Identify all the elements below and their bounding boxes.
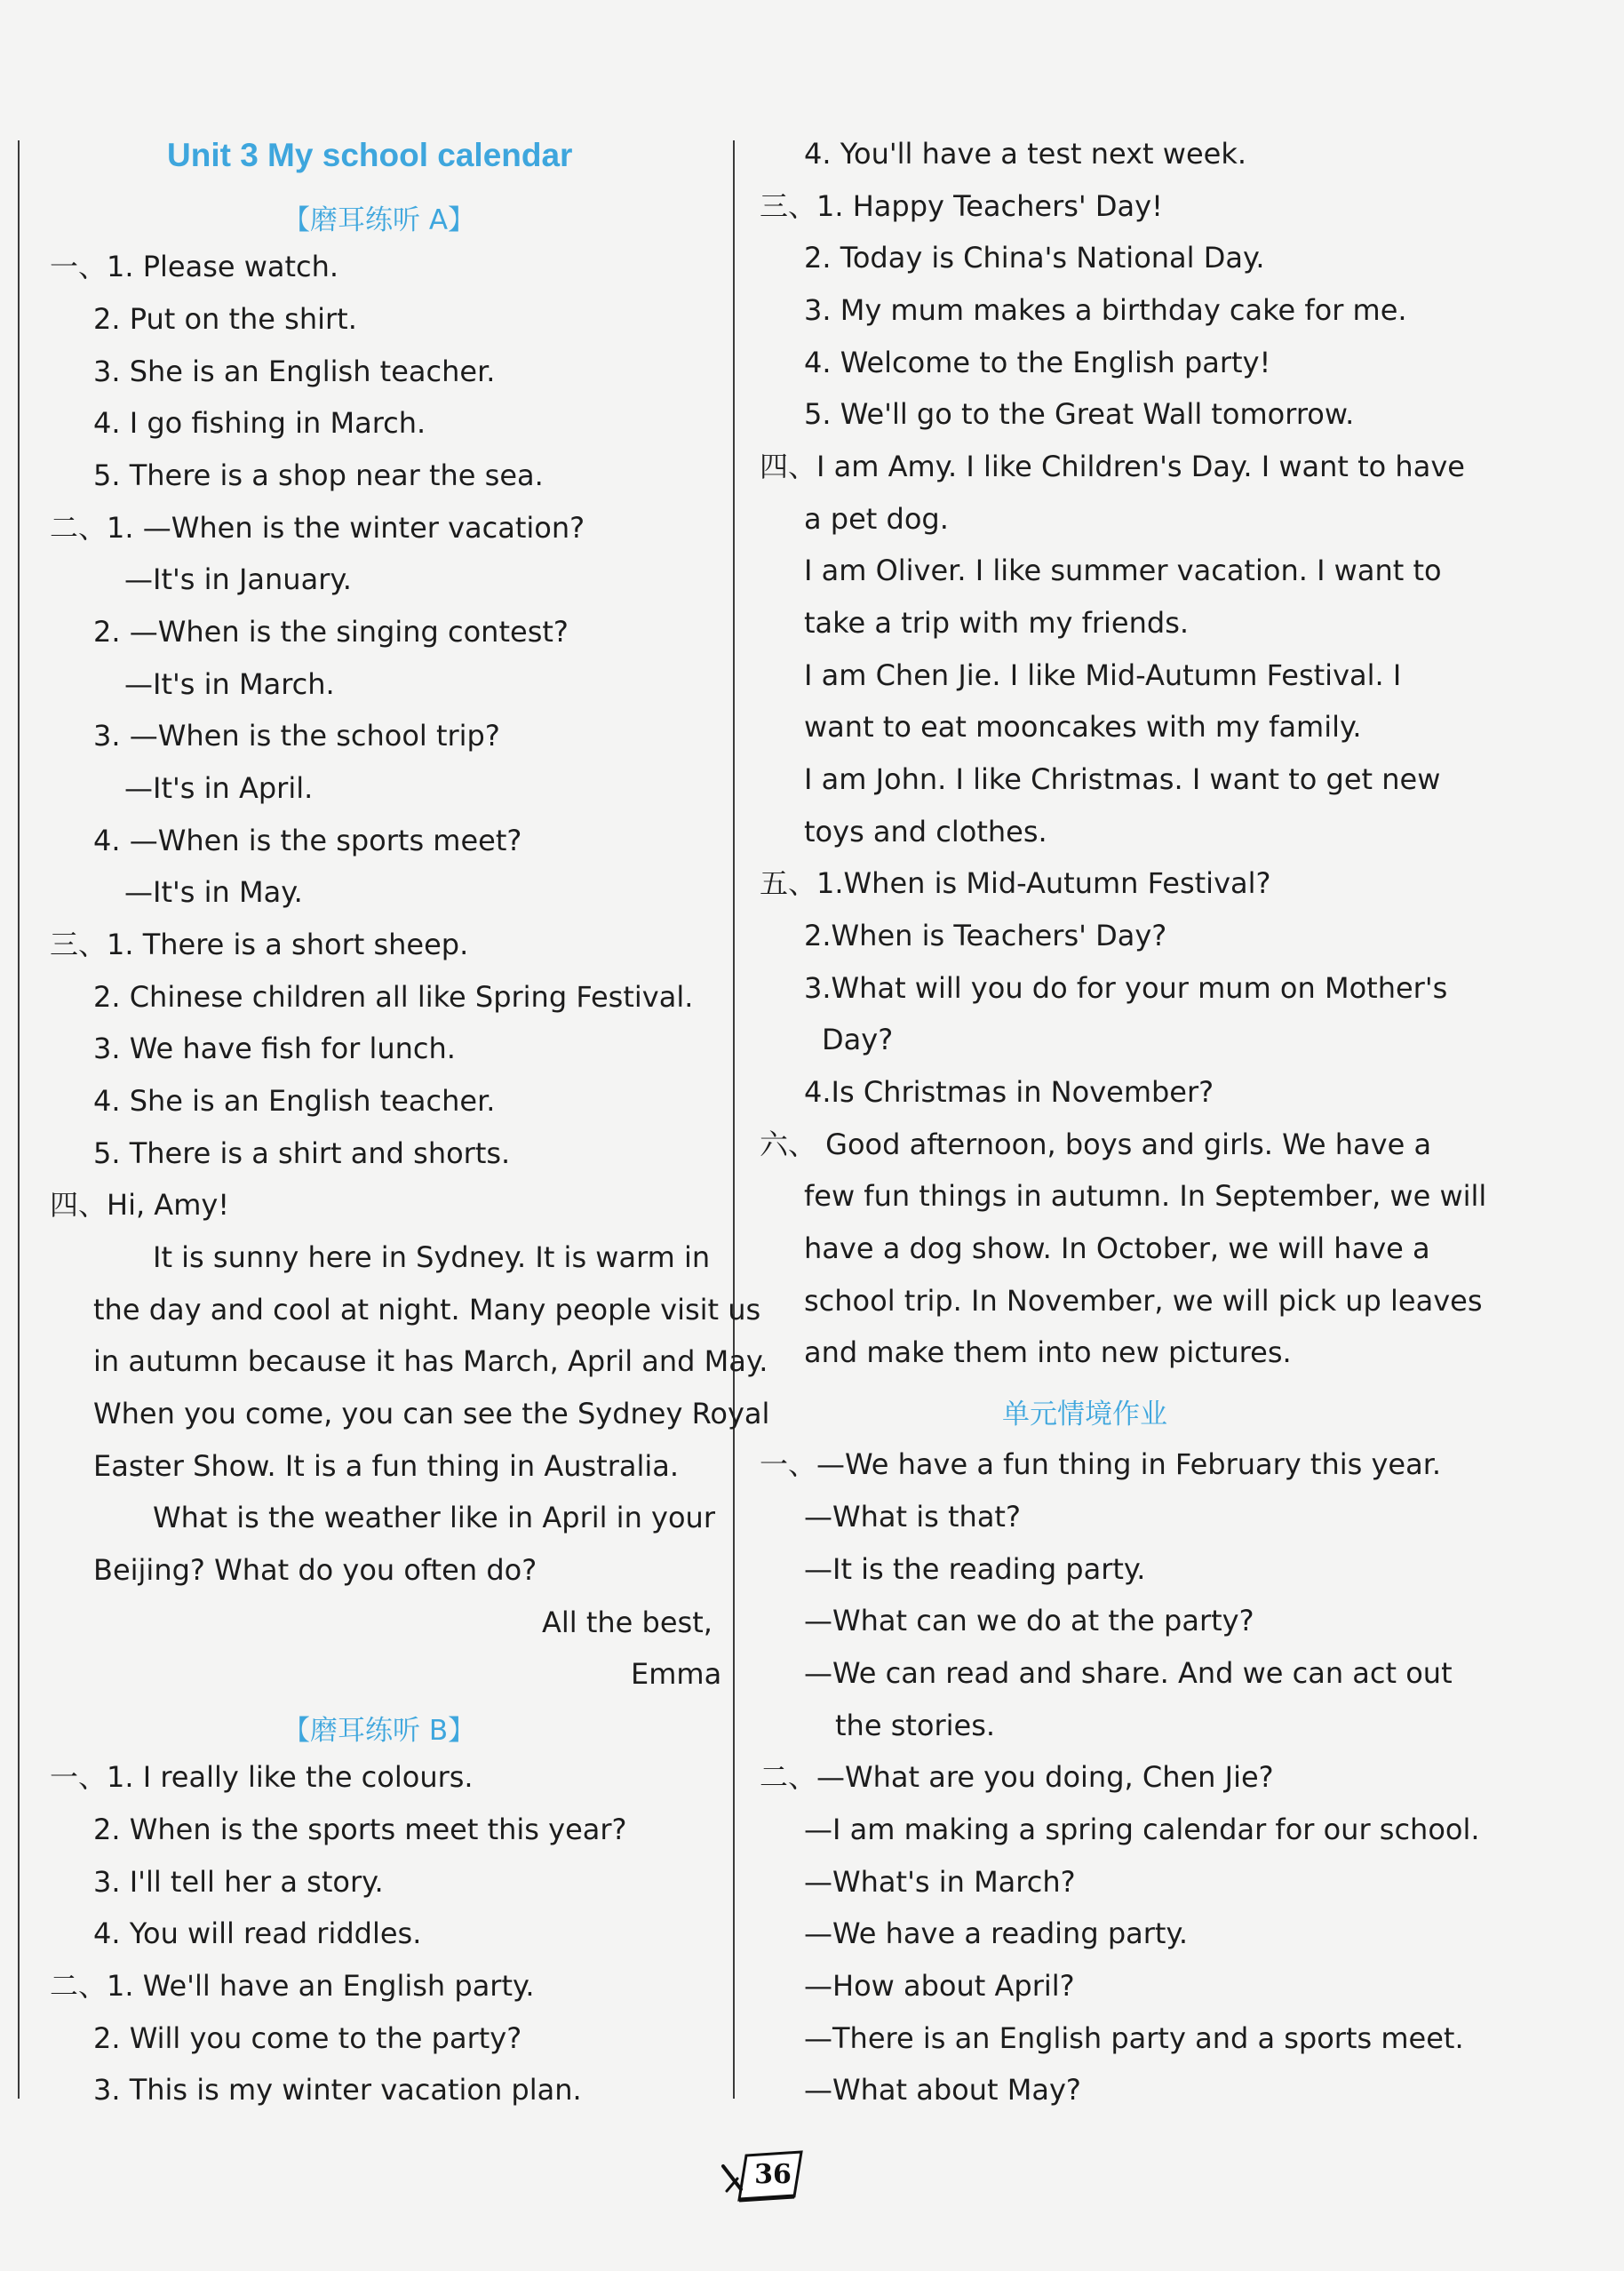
line: Beijing? What do you often do? [93,1553,537,1587]
line: take a trip with my friends. [804,606,1190,640]
line: —What can we do at the party? [804,1604,1254,1638]
line: 四、I am Amy. I like Children's Day. I want to have [760,450,1465,483]
line: 2. Chinese children all like Spring Festival. [93,980,694,1014]
line: Emma [631,1657,722,1691]
line: I am Oliver. I like summer vacation. I want to [804,554,1442,587]
line: 4. She is an English teacher. [93,1084,496,1118]
line: have a dog show. In October, we will have a [804,1231,1430,1265]
line: —I am making a spring calendar for our school. [804,1813,1480,1846]
column-divider [733,140,735,2099]
line: When you come, you can see the Sydney Royal [93,1397,770,1430]
line: 一、1. Please watch. [50,250,339,283]
line: I am Chen Jie. I like Mid-Autumn Festival. I [804,658,1402,692]
line: —It's in January. [124,562,352,596]
line: 二、1. —When is the winter vacation? [50,511,585,545]
line: —It's in May. [124,875,303,909]
section-c-title: 单元情境作业 [1002,1398,1167,1430]
line: 4. You will read riddles. [93,1916,422,1950]
page-number-badge [720,2148,808,2203]
line: 六、 Good afternoon, boys and girls. We have a [760,1128,1432,1161]
line: —It is the reading party. [804,1552,1146,1586]
line: 四、Hi, Amy! [50,1188,230,1222]
line: 5. There is a shirt and shorts. [93,1136,511,1170]
line: What is the weather like in April in your [153,1501,715,1534]
line: —There is an English party and a sports meet. [804,2021,1464,2055]
line: I am John. I like Christmas. I want to get new [804,762,1441,796]
line: toys and clothes. [804,815,1047,849]
line: 五、1.When is Mid-Autumn Festival? [760,866,1271,900]
section-b-title: 【磨耳练听 B】 [283,1715,476,1747]
page-number: 36 [754,2159,792,2190]
line: the stories. [835,1709,996,1742]
section-a-title: 【磨耳练听 A】 [283,204,476,236]
line: school trip. In November, we will pick up leaves [804,1284,1483,1318]
line: 一、1. I really like the colours. [50,1760,474,1794]
line: Easter Show. It is a fun thing in Australia. [93,1449,680,1483]
line: 3. I'll tell her a story. [93,1865,384,1899]
line: 4. You'll have a test next week. [804,137,1247,171]
line: in autumn because it has March, April and May. [93,1344,768,1378]
line: 4.Is Christmas in November? [804,1075,1214,1109]
line: the day and cool at night. Many people visit us [93,1293,761,1327]
line: 3. My mum makes a birthday cake for me. [804,293,1407,327]
line: 3.What will you do for your mum on Mother's [804,971,1448,1005]
line: 一、—We have a fun thing in February this year. [760,1447,1442,1481]
line: 二、1. We'll have an English party. [50,1969,535,2003]
line: 4. I go fishing in March. [93,406,426,440]
line: Day? [822,1023,894,1056]
line: 三、1. There is a short sheep. [50,928,469,961]
line: It is sunny here in Sydney. It is warm in [153,1240,711,1274]
line: —What's in March? [804,1865,1076,1899]
line: 2. —When is the singing contest? [93,615,569,649]
unit-title: Unit 3 My school calendar [167,137,573,173]
line: All the best, [542,1606,712,1639]
line: 2. Today is China's National Day. [804,241,1265,275]
line: 三、1. Happy Teachers' Day! [760,189,1163,223]
line: 3. She is an English teacher. [93,355,496,388]
line: —We can read and share. And we can act out [804,1656,1453,1690]
line: —It's in March. [124,667,335,701]
line: 5. There is a shop near the sea. [93,458,544,492]
line: 5. We'll go to the Great Wall tomorrow. [804,397,1355,431]
line: few fun things in autumn. In September, we will [804,1179,1487,1213]
line: —What is that? [804,1500,1021,1534]
line: —How about April? [804,1969,1075,2003]
line: 4. Welcome to the English party! [804,346,1271,379]
line: —What about May? [804,2073,1081,2107]
line: want to eat mooncakes with my family. [804,710,1362,744]
left-margin-rule [18,140,20,2099]
line: 4. —When is the sports meet? [93,824,522,857]
line: 2. When is the sports meet this year? [93,1813,627,1846]
line: 2. Will you come to the party? [93,2021,522,2055]
line: 3. —When is the school trip? [93,719,500,753]
line: a pet dog. [804,502,949,536]
line: 3. We have fish for lunch. [93,1032,456,1065]
line: 二、—What are you doing, Chen Jie? [760,1760,1274,1794]
line: —It's in April. [124,771,314,805]
line: 3. This is my winter vacation plan. [93,2073,582,2107]
line: and make them into new pictures. [804,1335,1292,1369]
line: 2. Put on the shirt. [93,302,357,336]
line: 2.When is Teachers' Day? [804,919,1167,952]
line: —We have a reading party. [804,1916,1188,1950]
